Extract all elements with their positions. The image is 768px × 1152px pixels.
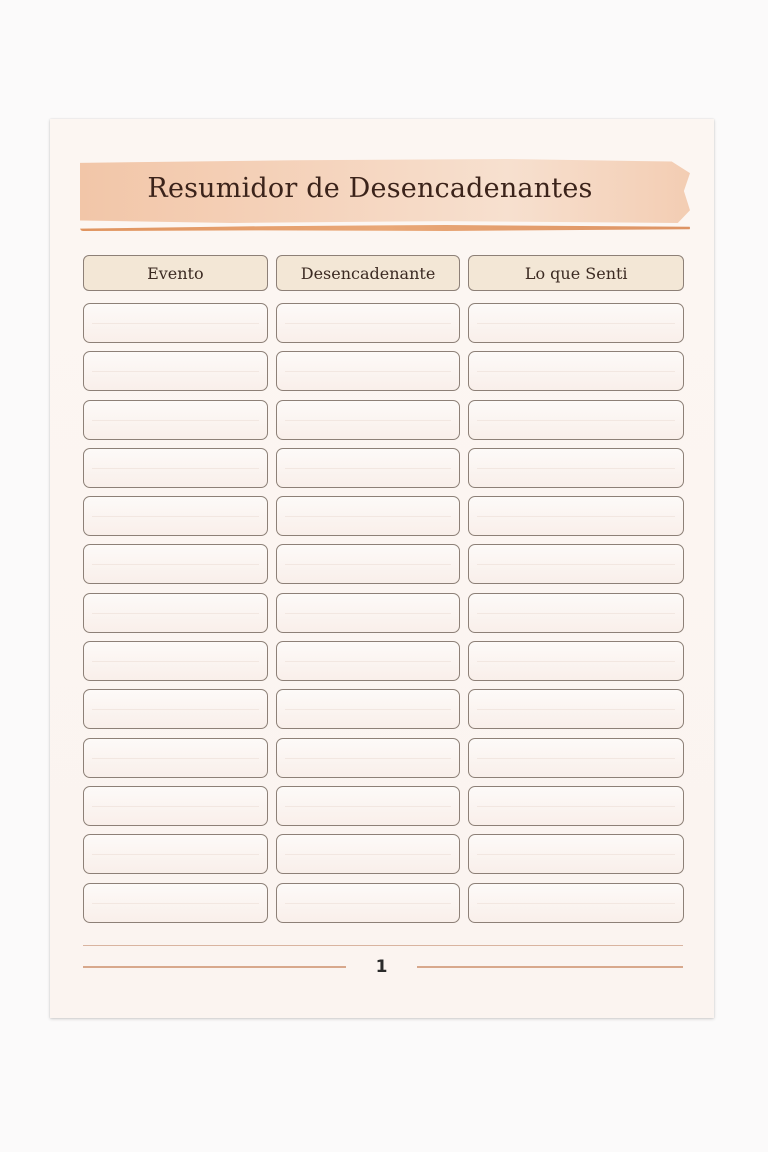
worksheet-page	[50, 119, 714, 1018]
column-header-evento: Evento	[83, 255, 268, 291]
table-row	[83, 738, 684, 778]
cell-lo-que-senti[interactable]	[468, 786, 684, 826]
table-row	[83, 351, 684, 391]
page-number: 1	[375, 957, 388, 977]
column-header-lo-que-senti: Lo que Senti	[468, 255, 684, 291]
cell-lo-que-senti[interactable]	[468, 883, 684, 923]
cell-lo-que-senti[interactable]	[468, 400, 684, 440]
cell-lo-que-senti[interactable]	[468, 448, 684, 488]
cell-desencadenante[interactable]	[276, 496, 461, 536]
table-header	[83, 255, 684, 293]
cell-evento[interactable]	[83, 641, 268, 681]
cell-evento[interactable]	[83, 689, 268, 729]
cell-lo-que-senti[interactable]	[468, 351, 684, 391]
table-row	[83, 786, 684, 826]
page-number-rule-right	[417, 966, 683, 968]
cell-evento[interactable]	[83, 400, 268, 440]
cell-evento[interactable]	[83, 738, 268, 778]
cell-desencadenante[interactable]	[276, 593, 461, 633]
column-header-desencadenante: Desencadenante	[276, 255, 461, 291]
cell-desencadenante[interactable]	[276, 641, 461, 681]
table-row	[83, 496, 684, 536]
cell-evento[interactable]	[83, 834, 268, 874]
cell-lo-que-senti[interactable]	[468, 593, 684, 633]
cell-lo-que-senti[interactable]	[468, 689, 684, 729]
cell-desencadenante[interactable]	[276, 786, 461, 826]
cell-lo-que-senti[interactable]	[468, 834, 684, 874]
cell-evento[interactable]	[83, 593, 268, 633]
cell-evento[interactable]	[83, 496, 268, 536]
page-title: Resumidor de Desencadenantes	[147, 173, 593, 204]
table-row	[83, 593, 684, 633]
cell-evento[interactable]	[83, 544, 268, 584]
table-row	[83, 448, 684, 488]
table-row	[83, 834, 684, 874]
cell-desencadenante[interactable]	[276, 738, 461, 778]
table-row	[83, 544, 684, 584]
table-row	[83, 400, 684, 440]
cell-evento[interactable]	[83, 351, 268, 391]
cell-desencadenante[interactable]	[276, 544, 461, 584]
cell-evento[interactable]	[83, 883, 268, 923]
table-row	[83, 883, 684, 923]
cell-desencadenante[interactable]	[276, 883, 461, 923]
cell-desencadenante[interactable]	[276, 689, 461, 729]
cell-evento[interactable]	[83, 303, 268, 343]
cell-desencadenante[interactable]	[276, 400, 461, 440]
cell-desencadenante[interactable]	[276, 834, 461, 874]
cell-desencadenante[interactable]	[276, 448, 461, 488]
table-row	[83, 303, 684, 343]
tracker-table	[83, 255, 684, 931]
cell-lo-que-senti[interactable]	[468, 496, 684, 536]
cell-evento[interactable]	[83, 448, 268, 488]
cell-lo-que-senti[interactable]	[468, 738, 684, 778]
cell-lo-que-senti[interactable]	[468, 303, 684, 343]
cell-lo-que-senti[interactable]	[468, 544, 684, 584]
table-row	[83, 641, 684, 681]
footer-divider	[83, 945, 683, 946]
table-row	[83, 689, 684, 729]
cell-lo-que-senti[interactable]	[468, 641, 684, 681]
title-underline	[80, 225, 690, 231]
cell-evento[interactable]	[83, 786, 268, 826]
cell-desencadenante[interactable]	[276, 351, 461, 391]
cell-desencadenante[interactable]	[276, 303, 461, 343]
page-number-rule-left	[83, 966, 346, 968]
